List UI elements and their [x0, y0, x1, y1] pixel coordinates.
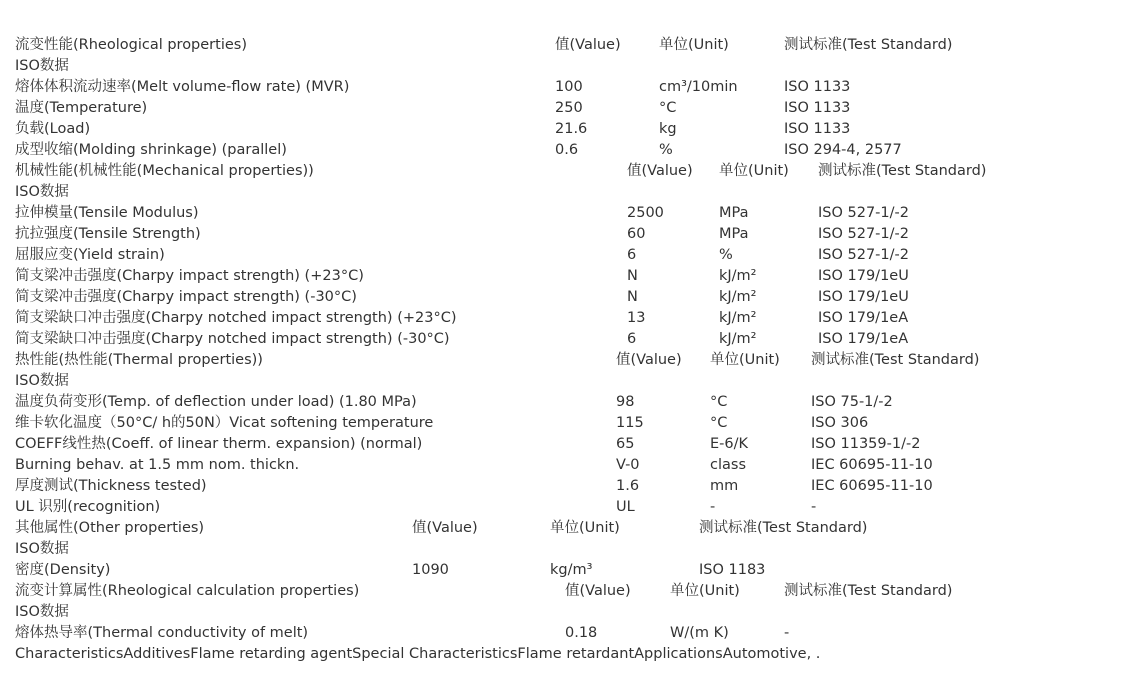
section-header: [15, 581, 1125, 602]
property-row: [15, 413, 1125, 434]
property-name: Burning behav. at 1.5 mm nom. thickn.: [15, 457, 300, 473]
property-row: [15, 434, 1125, 455]
datasheet: [15, 35, 1125, 665]
property-row: [15, 308, 1125, 329]
property-unit: %: [719, 247, 733, 263]
property-value: 13: [627, 310, 646, 326]
property-unit: -: [710, 499, 716, 515]
property-name: 温度(Temperature): [15, 100, 148, 116]
property-row: [15, 287, 1125, 308]
property-value: V-0: [616, 457, 640, 473]
property-standard: ISO 179/1eA: [818, 310, 909, 326]
value-header: 值(Value): [627, 163, 693, 179]
property-value: 0.18: [565, 625, 598, 641]
property-row: [15, 560, 1125, 581]
property-unit: MPa: [719, 205, 749, 221]
standard-header: 测试标准(Test Standard): [784, 37, 953, 53]
section-header: [15, 518, 1125, 539]
property-standard: ISO 527-1/-2: [818, 205, 909, 221]
section-header: [15, 161, 1125, 182]
property-value: 65: [616, 436, 635, 452]
unit-header: 单位(Unit): [670, 583, 740, 599]
property-name: 厚度测试(Thickness tested): [15, 478, 207, 494]
standard-header: 测试标准(Test Standard): [699, 520, 868, 536]
iso-data-label: ISO数据: [15, 184, 69, 200]
iso-data-label: ISO数据: [15, 541, 69, 557]
property-unit: kJ/m²: [719, 331, 757, 347]
property-unit: °C: [710, 394, 728, 410]
property-standard: ISO 1133: [784, 100, 851, 116]
property-value: N: [627, 268, 638, 284]
property-name: 拉伸模量(Tensile Modulus): [15, 205, 199, 221]
property-standard: ISO 1133: [784, 121, 851, 137]
iso-data-label: ISO数据: [15, 604, 69, 620]
section-title: 流变计算属性(Rheological calculation properties): [15, 583, 360, 599]
property-row: [15, 392, 1125, 413]
value-header: 值(Value): [616, 352, 682, 368]
property-value: 1090: [412, 562, 449, 578]
property-unit: °C: [710, 415, 728, 431]
standard-header: 测试标准(Test Standard): [811, 352, 980, 368]
property-unit: cm³/10min: [659, 79, 738, 95]
property-name: 简支梁冲击强度(Charpy impact strength) (+23°C): [15, 268, 364, 284]
property-standard: -: [811, 499, 817, 515]
property-value: 250: [555, 100, 583, 116]
value-header: 值(Value): [412, 520, 478, 536]
section-thermal: [15, 350, 1125, 518]
unit-header: 单位(Unit): [710, 352, 780, 368]
section-header: [15, 35, 1125, 56]
property-standard: ISO 179/1eA: [818, 331, 909, 347]
property-name: 简支梁缺口冲击强度(Charpy notched impact strength) (+23°C): [15, 310, 457, 326]
property-row: [15, 119, 1125, 140]
property-row: [15, 203, 1125, 224]
property-value: 98: [616, 394, 635, 410]
unit-header: 单位(Unit): [659, 37, 729, 53]
section-header: [15, 350, 1125, 371]
property-value: 60: [627, 226, 646, 242]
property-unit: kg/m³: [550, 562, 593, 578]
property-row: [15, 497, 1125, 518]
property-row: [15, 140, 1125, 161]
property-name: 负载(Load): [15, 121, 91, 137]
property-row: [15, 77, 1125, 98]
property-unit: %: [659, 142, 673, 158]
property-row: [15, 266, 1125, 287]
property-name: COEFF线性热(Coeff. of linear therm. expansion) (normal): [15, 436, 423, 452]
property-row: [15, 245, 1125, 266]
value-header: 值(Value): [565, 583, 631, 599]
value-header: 值(Value): [555, 37, 621, 53]
property-name: 维卡软化温度（50°C/ h的50N）Vicat softening temperature: [15, 415, 434, 431]
property-row: [15, 623, 1125, 644]
property-value: 21.6: [555, 121, 588, 137]
section-title: 其他属性(Other properties): [15, 520, 205, 536]
section-other: [15, 518, 1125, 581]
property-name: 密度(Density): [15, 562, 111, 578]
property-name: 简支梁缺口冲击强度(Charpy notched impact strength) (-30°C): [15, 331, 450, 347]
property-value: 100: [555, 79, 583, 95]
property-standard: IEC 60695-11-10: [811, 457, 933, 473]
standard-header: 测试标准(Test Standard): [784, 583, 953, 599]
section-title: 机械性能(机械性能(Mechanical properties)): [15, 163, 314, 179]
property-name: 成型收缩(Molding shrinkage) (parallel): [15, 142, 287, 158]
iso-data-label: ISO数据: [15, 58, 69, 74]
property-name: 抗拉强度(Tensile Strength): [15, 226, 201, 242]
property-unit: class: [710, 457, 746, 473]
section-rheological-calculation: [15, 581, 1125, 644]
property-value: 0.6: [555, 142, 579, 158]
property-value: 115: [616, 415, 644, 431]
property-value: 1.6: [616, 478, 640, 494]
property-unit: °C: [659, 100, 677, 116]
property-value: UL: [616, 499, 635, 515]
unit-header: 单位(Unit): [719, 163, 789, 179]
property-value: 6: [627, 331, 637, 347]
property-row: [15, 476, 1125, 497]
property-name: 熔体体积流动速率(Melt volume-flow rate) (MVR): [15, 79, 350, 95]
property-standard: ISO 306: [811, 415, 869, 431]
iso-data-label: ISO数据: [15, 373, 69, 389]
property-standard: ISO 179/1eU: [818, 268, 909, 284]
property-standard: ISO 527-1/-2: [818, 226, 909, 242]
property-row: [15, 455, 1125, 476]
property-unit: E-6/K: [710, 436, 749, 452]
property-standard: ISO 1183: [699, 562, 766, 578]
property-unit: kg: [659, 121, 677, 137]
property-standard: -: [784, 625, 790, 641]
property-unit: MPa: [719, 226, 749, 242]
property-name: 温度负荷变形(Temp. of deflection under load) (1.80 MPa): [15, 394, 417, 410]
characteristics-footer: CharacteristicsAdditivesFlame retarding agentSpecial CharacteristicsFlame retardantApplicationsAutomotive, .: [15, 646, 821, 662]
property-unit: kJ/m²: [719, 310, 757, 326]
property-standard: ISO 1133: [784, 79, 851, 95]
property-standard: ISO 11359-1/-2: [811, 436, 921, 452]
property-unit: mm: [710, 478, 739, 494]
section-title: 流变性能(Rheological properties): [15, 37, 247, 53]
property-value: 2500: [627, 205, 664, 221]
property-value: N: [627, 289, 638, 305]
property-standard: ISO 294-4, 2577: [784, 142, 902, 158]
property-name: 屈服应变(Yield strain): [15, 247, 165, 263]
property-standard: ISO 75-1/-2: [811, 394, 893, 410]
property-unit: W/(m K): [670, 625, 729, 641]
property-value: 6: [627, 247, 637, 263]
property-standard: IEC 60695-11-10: [811, 478, 933, 494]
section-title: 热性能(热性能(Thermal properties)): [15, 352, 263, 368]
standard-header: 测试标准(Test Standard): [818, 163, 987, 179]
property-row: [15, 224, 1125, 245]
section-mechanical: [15, 161, 1125, 350]
property-row: [15, 98, 1125, 119]
property-standard: ISO 527-1/-2: [818, 247, 909, 263]
property-standard: ISO 179/1eU: [818, 289, 909, 305]
property-name: 熔体热导率(Thermal conductivity of melt): [15, 625, 309, 641]
unit-header: 单位(Unit): [550, 520, 620, 536]
property-unit: kJ/m²: [719, 268, 757, 284]
section-rheological: [15, 35, 1125, 161]
property-name: UL 识别(recognition): [15, 499, 161, 515]
property-row: [15, 329, 1125, 350]
property-name: 简支梁冲击强度(Charpy impact strength) (-30°C): [15, 289, 357, 305]
property-unit: kJ/m²: [719, 289, 757, 305]
